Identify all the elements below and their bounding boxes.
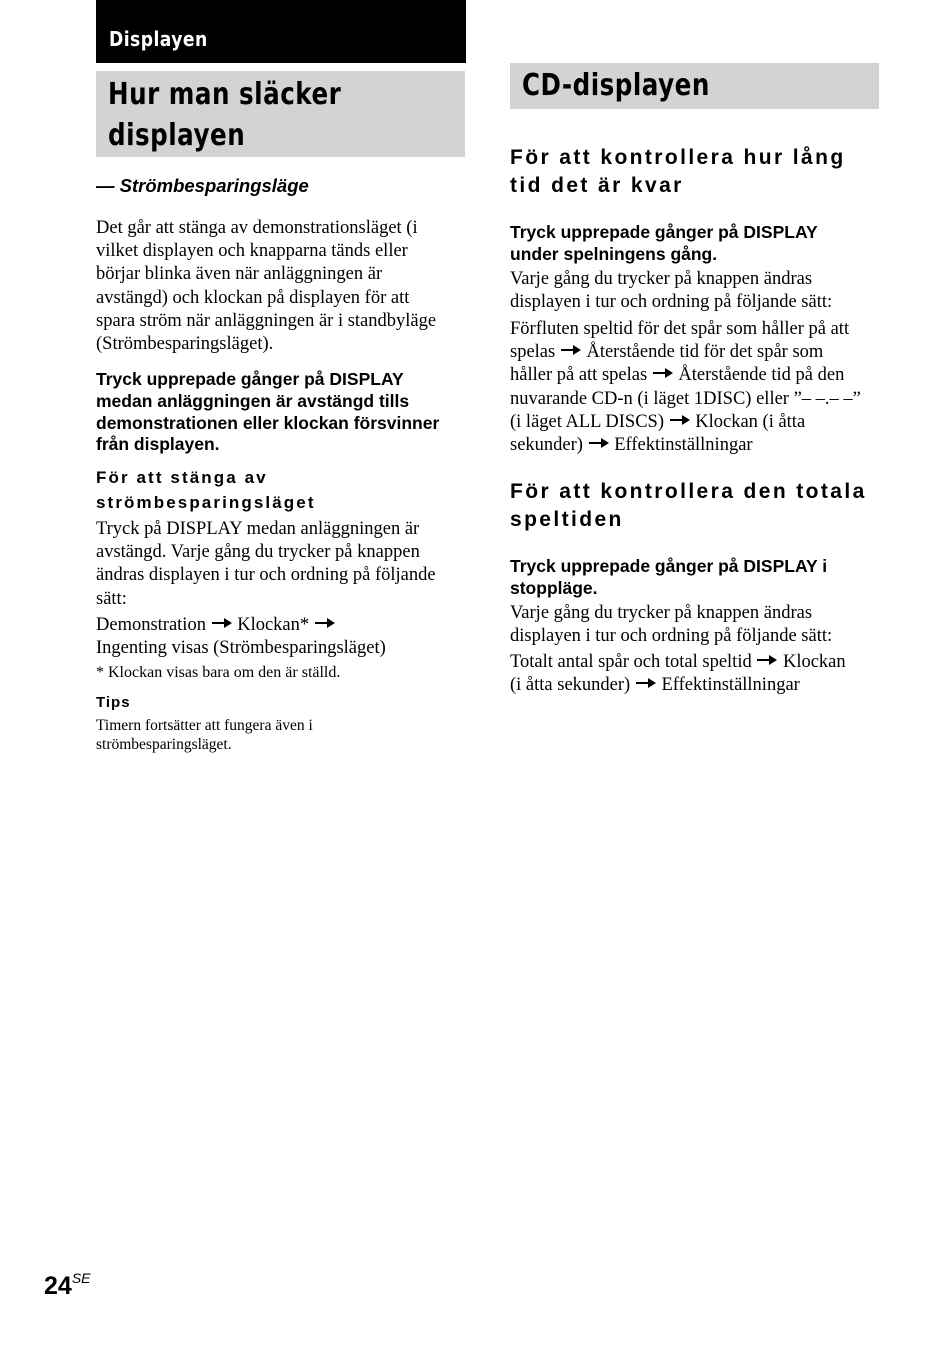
arrow-right-icon — [635, 678, 657, 688]
right-body-total: Varje gång du trycker på knappen ändras displayen i tur och ordning på följande sätt: — [510, 603, 833, 647]
left-sequence: Demonstration Klockan* Ingenting visas (Strömbesparingsläget) — [96, 615, 386, 659]
footnote: * Klockan visas bara om den är ställd. — [96, 664, 341, 681]
right-title-box — [510, 63, 879, 109]
left-title: Hur man släcker displayen — [108, 77, 342, 153]
section-label: Displayen — [109, 27, 208, 51]
arrow-right-icon — [669, 415, 691, 425]
section-header-bar — [96, 0, 466, 63]
left-title-box — [96, 71, 465, 157]
right-instruction-remaining: Tryck upprepade gånger på DISPLAY under spelningens gång. — [510, 222, 818, 264]
arrow-right-icon — [756, 655, 778, 665]
right-heading-remaining: För att kontrollera hur lång tid det är kvar — [510, 146, 846, 197]
right-heading-total: För att kontrollera den totala speltiden — [510, 480, 867, 531]
tips-text: Timern fortsätter att fungera även i strömbesparingsläget. — [96, 717, 313, 753]
right-instruction-total: Tryck upprepade gånger på DISPLAY i stoppläge. — [510, 556, 828, 598]
left-sub-body: Tryck på DISPLAY medan anläggningen är avstängd. Varje gång du trycker på knappen ändras displayen i tur och ordning på följande sätt: — [96, 519, 436, 609]
right-sequence-total: Totalt antal spår och total speltid Klockan (i åtta sekunder) Effektinställningar — [510, 652, 846, 696]
arrow-right-icon — [588, 438, 610, 448]
intro-paragraph: Det går att stänga av demonstrationsläget (i vilket displayen och knapparna tänds eller börjar blinka även när anläggningen är avstängd) och klockan på displayen för att spara ström när anläggningen är i standbyläge (Strömbesparingsläget). — [96, 218, 437, 355]
arrow-right-icon — [314, 618, 336, 628]
right-body-remaining: Varje gång du trycker på knappen ändras displayen i tur och ordning på följande sätt: — [510, 269, 833, 313]
arrow-right-icon — [652, 368, 674, 378]
arrow-right-icon — [211, 618, 233, 628]
left-instruction: Tryck upprepade gånger på DISPLAY medan anläggningen är avstängd tills demonstrationen eller klockan försvinner från displayen. — [96, 369, 440, 455]
page-number: $24^{SE}$ — [44, 1270, 91, 1300]
tips-label: Tips — [96, 694, 131, 711]
arrow-right-icon — [560, 345, 582, 355]
right-sequence-remaining: Förfluten speltid för det spår som håller på att spelas Återstående tid för det spår som håller på att spelas Återstående tid på den nuvarande CD-n (i läget 1DISC) eller ”– –.– –” (i läget ALL DISCS) Klockan (i åtta sekunder) Effektinställningar — [510, 319, 861, 456]
left-subtitle: — Strömbesparingsläge — [96, 175, 309, 196]
right-title: CD-displayen — [522, 68, 710, 103]
left-sub-heading: För att stänga av strömbesparingsläget — [96, 468, 316, 512]
